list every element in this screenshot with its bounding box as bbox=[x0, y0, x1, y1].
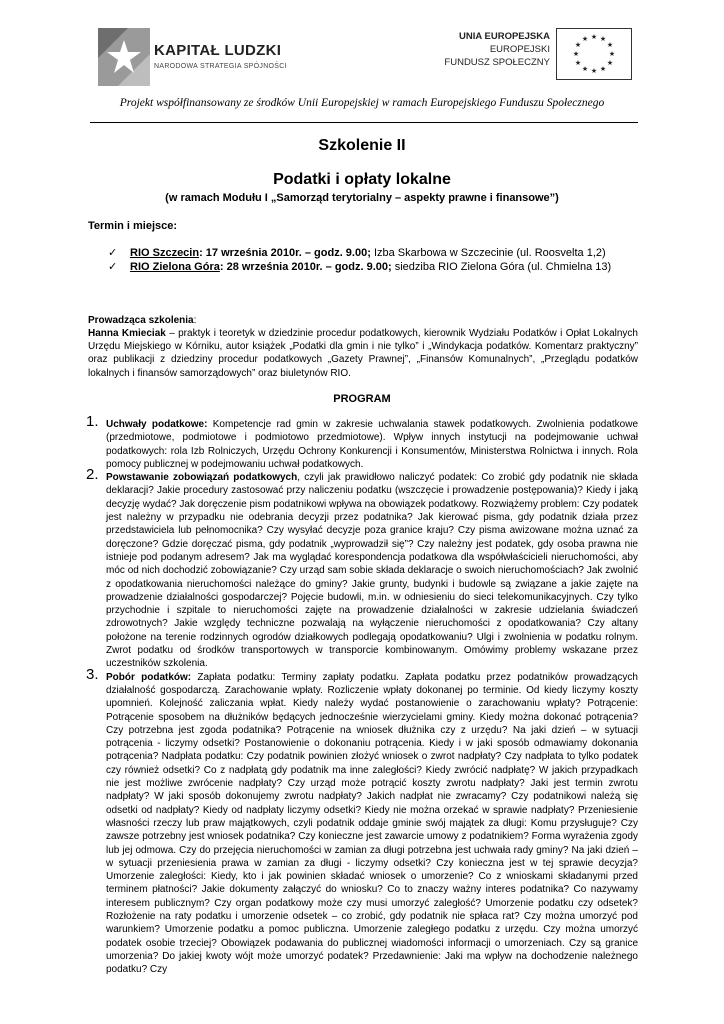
kapital-ludzki-title: KAPITAŁ LUDZKI bbox=[154, 42, 282, 59]
kapital-ludzki-emblem-icon bbox=[98, 28, 150, 86]
training-subject: Podatki i opłaty lokalne bbox=[273, 171, 451, 188]
program-item-head: Powstawanie zobowiązań podatkowych bbox=[106, 472, 298, 484]
leader-name: Hanna Kmieciak bbox=[88, 328, 166, 339]
svg-text:★: ★ bbox=[599, 65, 607, 73]
schedule-place: RIO Zielona Góra bbox=[130, 261, 220, 273]
schedule-venue: Izba Skarbowa w Szczecinie (ul. Roosvelta 1,2) bbox=[370, 247, 606, 259]
program-item-head: Uchwały podatkowe: bbox=[106, 419, 208, 430]
schedule-item-zielona-gora bbox=[108, 260, 638, 274]
program-item-text: , czyli jak prawidłowo naliczyć podatek: Co zrobić gdy podatnik nie składa deklaracji? Jakie procedury zastosować przy naliczeniu podatku (wszczęcie i prowadzenie postępowania)? Kiedy i jaką decyzję wydać? Jak doręczenie pism podatnikowi wpływa na obowiązek podatkowy. Rozwiążemy problem: Czy podatek jest należny w przypadku nie odebrania decyzji przez podatnika? Jak kierować pisma, gdy podatnik działa przez przedstawiciela lub pełnomocnika? Czy wysyłać decyzje poza granice kraju? Czy pisma awizowane można uznać za doręczone? Gdzie doręczać pisma, gdy podatnik „wyprowadził się”? Czy należny jest podatek, gdy osoba prawna nie istnieje pod podanym adresem? Jak ma wyglądać korespondencja podatkowa dla współwłaścicieli nieruchomości, aby móc od nich dochodzić zobowiązanie? Czy urząd sam sobie składa deklaracje o swoich nieruchomościach? Jak zwolnić z opodatkowania nieruchomości należące do gminy? Jakie grunty, budynki i budowle są związane a jakie zajęte na prowadzenie działalności gospodarczej? Pojęcie budowli, m.in. w odniesieniu do sieci telekomunikacyjnych. Czy tylko przychodnie i szpitale to nieruchomości zajęte na prowadzenie działalności w zakresie udzielania świadczeń zdrowotnych? Jakie względy techniczne pozwalają na wyłączenie nieruchomości z opodatkowania? Czy altany położone na terenie rodzinnych ogrodów działkowych podlegają opodatkowaniu? Ulgi i zwolnienia w podatku rolnym. Zwrot podatku od środków transportowych w transporcie kombinowanym. Omówimy problemy wskazane przez uczestników szkolenia. bbox=[106, 472, 638, 670]
svg-text:★: ★ bbox=[606, 59, 614, 67]
svg-text:★: ★ bbox=[599, 35, 607, 43]
schedule-venue: siedziba RIO Zielona Góra (ul. Chmielna 13) bbox=[391, 261, 612, 273]
program-heading: PROGRAM bbox=[333, 393, 391, 405]
checkmark-icon: ✓ bbox=[108, 247, 118, 259]
eu-logo bbox=[420, 28, 632, 90]
kapital-ludzki-subtitle: NARODOWA STRATEGIA SPÓJNOŚCI bbox=[154, 63, 287, 70]
eu-line-3: FUNDUSZ SPOŁECZNY bbox=[444, 57, 550, 68]
program-item-number: 3. bbox=[86, 665, 99, 683]
checkmark-icon: ✓ bbox=[108, 261, 118, 273]
program-item-1 bbox=[86, 413, 639, 471]
program-item-2 bbox=[86, 466, 638, 670]
eu-line-1: UNIA EUROPEJSKA bbox=[459, 31, 550, 42]
page-title: Szkolenie II bbox=[318, 137, 406, 154]
program-list bbox=[86, 413, 639, 976]
program-item-head: Pobór podatków: bbox=[106, 671, 192, 683]
leader-bio-text: – praktyk i teoretyk w dziedzinie procedur podatkowych, kierownik Wydziału Podatków i Opłat Lokalnych Urzędu Miejskiego w Kórniku, autor książek „Podatki dla gmin i nie tylko” i „Windykacja podatków. Komentarz praktyczny” oraz publikacji z dziedziny procedur podatkowych „Gazety Prawnej”, „Finansów Komunalnych”, „Przeglądu podatków lokalnych i finansów samorządowych” oraz biuletynów RIO. bbox=[88, 328, 638, 379]
svg-text:★: ★ bbox=[574, 41, 582, 49]
leader-bio bbox=[88, 327, 638, 380]
schedule-list bbox=[108, 246, 638, 274]
program-item-3 bbox=[86, 665, 638, 977]
eu-flag-icon bbox=[556, 28, 632, 80]
svg-text:★: ★ bbox=[581, 65, 589, 73]
leader-label: Prowadząca szkolenia: bbox=[88, 315, 197, 326]
schedule-date: : 17 września 2010r. – godz. 9.00; bbox=[199, 247, 371, 259]
svg-text:★: ★ bbox=[574, 59, 582, 67]
header-divider bbox=[90, 122, 638, 123]
svg-text:★: ★ bbox=[590, 33, 598, 41]
svg-text:★: ★ bbox=[581, 35, 589, 43]
eu-logo-text bbox=[444, 30, 550, 69]
program-item-number: 2. bbox=[86, 466, 99, 484]
svg-text:★: ★ bbox=[608, 50, 616, 58]
svg-text:★: ★ bbox=[572, 50, 580, 58]
program-item-number: 1. bbox=[86, 413, 99, 430]
svg-text:★: ★ bbox=[590, 67, 598, 75]
program-item-text: Zapłata podatku: Terminy zapłaty podatku. Zapłata podatku przez podatników prowadzących działalność gospodarczą. Zarachowanie wpłaty. Rozliczenie wpłaty dokonanej po terminie. Od kiedy liczymy koszty upomnień. Kolejność zaliczania wpłat. Kiedy należy wydać postanowienie o zarachowaniu wpłaty? Potrącenie: Potrącenie sposobem na dłużników będących jednocześnie wierzycielami gminy. Kiedy można dokonać potrącenia? Czy potrzebna jest zgoda podatnika? Potrącenie na wniosek dłużnika czy z urzędu? Na jaki dzień – w sytuacji potrącenia - liczymy odsetki? Postanowienie o dokonaniu potrącenia. Kiedy i w jaki sposób odmawiamy dokonania potrącenia? Nadpłata podatku: Czy podatnik powinien złożyć wniosek o zwrot nadpłaty? Czy nadpłata to tylko podatek czy również odsetki? Co z nadpłatą gdy podatnik ma inne zaległości? Kiedy zwrócić nadpłatę? W jakich przypadkach nie jest możliwe zwrócenie nadpłaty? Czy urząd może potrącić koszty zwrotu nadpłaty? Jaki jest termin zwrotu nadpłaty? W jaki sposób dokonujemy zwrotu nadpłaty? Jakich nadpłat nie zwracamy? Czy podatnikowi należą się odsetki od nadpłaty? Kiedy od nadpłaty liczymy odsetki? Kiedy nie można orzekać w sprawie nadpłaty? Przeniesienie własności rzeczy lub praw majątkowych, czyli podatnik oddaje gminie swój majątek za długi: Komu przysługuje? Czy zawsze potrzebny jest wniosek podatnika? Czy konieczne jest zawarcie umowy z podatnikiem? Forma wyrażenia zgody lub jej odmowa. Czy do przejęcia nieruchomości w zamian za długi potrzebna jest uchwała rady gminy? Na jaki dzień – w sytuacji przeniesienia prawa w zamian za długi - liczymy odsetki? Czy konieczna jest w tej sprawie decyzja? Umorzenie zaległości: Kiedy, kto i jak powinien składać wniosek o umorzenie? Co z wnioskami składanymi przed terminem płatności? Jakie dokumenty załączyć do wniosku? Co to znaczy ważny interes podatnika? Co nazywamy interesem publicznym? Czy organ podatkowy może czy musi umorzyć zaległość? Umorzenie podatku czy odsetek? Rozłożenie na raty podatku i umorzenie odsetek – co zrobić, gdy podatnik nie spłaca rat? Czy można umorzyć pod warunkiem? Umorzenie podatku a pomoc publiczna. Umorzenie zaległego podatku z urzędu. Czy można umorzyć podatek osobie trzeciej? Obowiązek podawania do publicznej wiadomości informacji o umorzeniach. Czy są granice umorzenia? Do jakiej kwoty wójt może umorzyć podatek? Przedawnienie: Jaki ma wpływ na dochodzenie należnego podatku? Czy bbox=[106, 671, 638, 976]
schedule-place: RIO Szczecin bbox=[130, 247, 200, 259]
kapital-ludzki-logo bbox=[98, 28, 328, 88]
svg-text:★: ★ bbox=[606, 41, 614, 49]
eu-line-2: EUROPEJSKI bbox=[489, 44, 550, 55]
project-cofinancing-line: Projekt współfinansowany ze środków Unii Europejskiej w ramach Europejskiego Funduszu Społecznego bbox=[119, 97, 605, 109]
schedule-date: : 28 września 2010r. – godz. 9.00; bbox=[219, 261, 392, 273]
module-note: (w ramach Modułu I „Samorząd terytorialny – aspekty prawne i finansowe”) bbox=[165, 192, 559, 204]
program-item-text: Kompetencje rad gmin w zakresie uchwalania stawek podatkowych. Zwolnienia podatkowe (przedmiotowe, podmiotowe i podmiotowo przedmiotowe). Wpływ innych instytucji na podejmowanie uchwał podatkowych: rola Izb Rolniczych, Urzędu Ochrony Konkurencji i Konsumentów, Ministerstwa Rolnictwa i innych. Rola pomocy publicznej w podejmowaniu uchwał podatkowych. bbox=[106, 419, 639, 470]
schedule-item-szczecin bbox=[108, 246, 638, 260]
termin-label: Termin i miejsce: bbox=[88, 220, 178, 232]
